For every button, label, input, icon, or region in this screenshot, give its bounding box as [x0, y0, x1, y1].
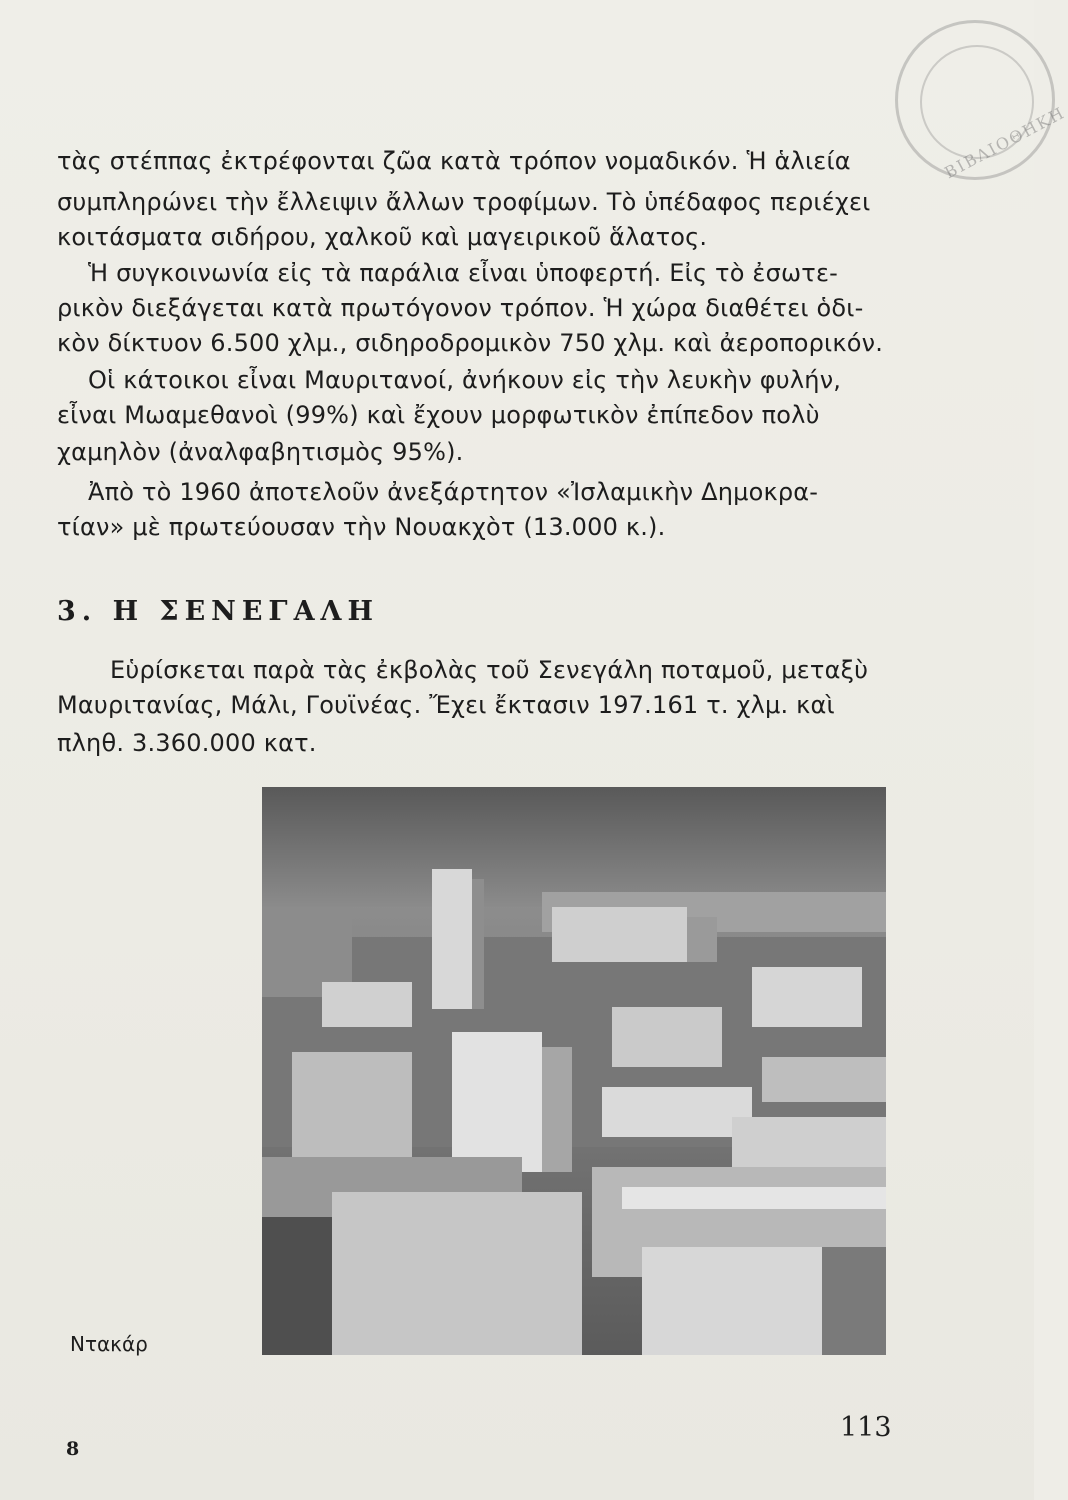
body-line: Ἡ συγκοινωνία εἰς τὰ παράλια εἶναι ὑποφερτή. Εἰς τὸ ἐσωτε- [88, 259, 838, 287]
photo-caption: Ντακάρ [70, 1332, 148, 1356]
body-line: κοιτάσματα σιδήρου, χαλκοῦ καὶ μαγειρικοῦ ἅλατος. [57, 223, 708, 251]
body-line: τίαν» μὲ πρωτεύουσαν τὴν Νουακχὸτ (13.000 κ.). [57, 513, 666, 541]
section-line: Εὑρίσκεται παρὰ τὰς ἐκβολὰς τοῦ Σενεγάλη ποταμοῦ, μεταξὺ [110, 656, 869, 684]
body-line: χαμηλὸν (ἀναλφαβητισμὸς 95%). [57, 438, 464, 466]
section-heading: 3. Η ΣΕΝΕΓΑΛΗ [57, 596, 380, 627]
page-number: 113 [840, 1412, 892, 1443]
body-line: Οἱ κάτοικοι εἶναι Μαυριτανοί, ἀνήκουν εἰς τὴν λευκὴν φυλήν, [88, 366, 842, 394]
body-line: κὸν δίκτυον 6.500 χλμ., σιδηροδρομικὸν 750 χλμ. καὶ ἀεροπορικόν. [57, 329, 884, 357]
body-line: συμπληρώνει τὴν ἔλλειψιν ἄλλων τροφίμων. Τὸ ὑπέδαφος περιέχει [57, 188, 871, 216]
body-line: Ἀπὸ τὸ 1960 ἀποτελοῦν ἀνεξάρτητον «Ἰσλαμικὴν Δημοκρα- [88, 478, 819, 506]
signature-mark: 8 [66, 1438, 80, 1460]
body-line: τὰς στέππας ἐκτρέφονται ζῶα κατὰ τρόπον νομαδικόν. Ἡ ἁλιεία [57, 147, 851, 175]
library-stamp [895, 20, 1068, 183]
dakar-city-photo [262, 787, 886, 1355]
body-line: ρικὸν διεξάγεται κατὰ πρωτόγονον τρόπον. Ἡ χώρα διαθέτει ὁδι- [57, 294, 864, 322]
library-stamp-text: ΒΙΒΛΙΟΘΗΚΗ [941, 102, 1068, 183]
section-line: πληθ. 3.360.000 κατ. [57, 729, 317, 757]
section-line: Μαυριτανίας, Μάλι, Γουϊνέας. Ἔχει ἔκτασιν 197.161 τ. χλμ. καὶ [57, 691, 835, 719]
body-line: εἶναι Μωαμεθανοὶ (99%) καὶ ἔχουν μορφωτικὸν ἐπίπεδον πολὺ [57, 401, 820, 429]
